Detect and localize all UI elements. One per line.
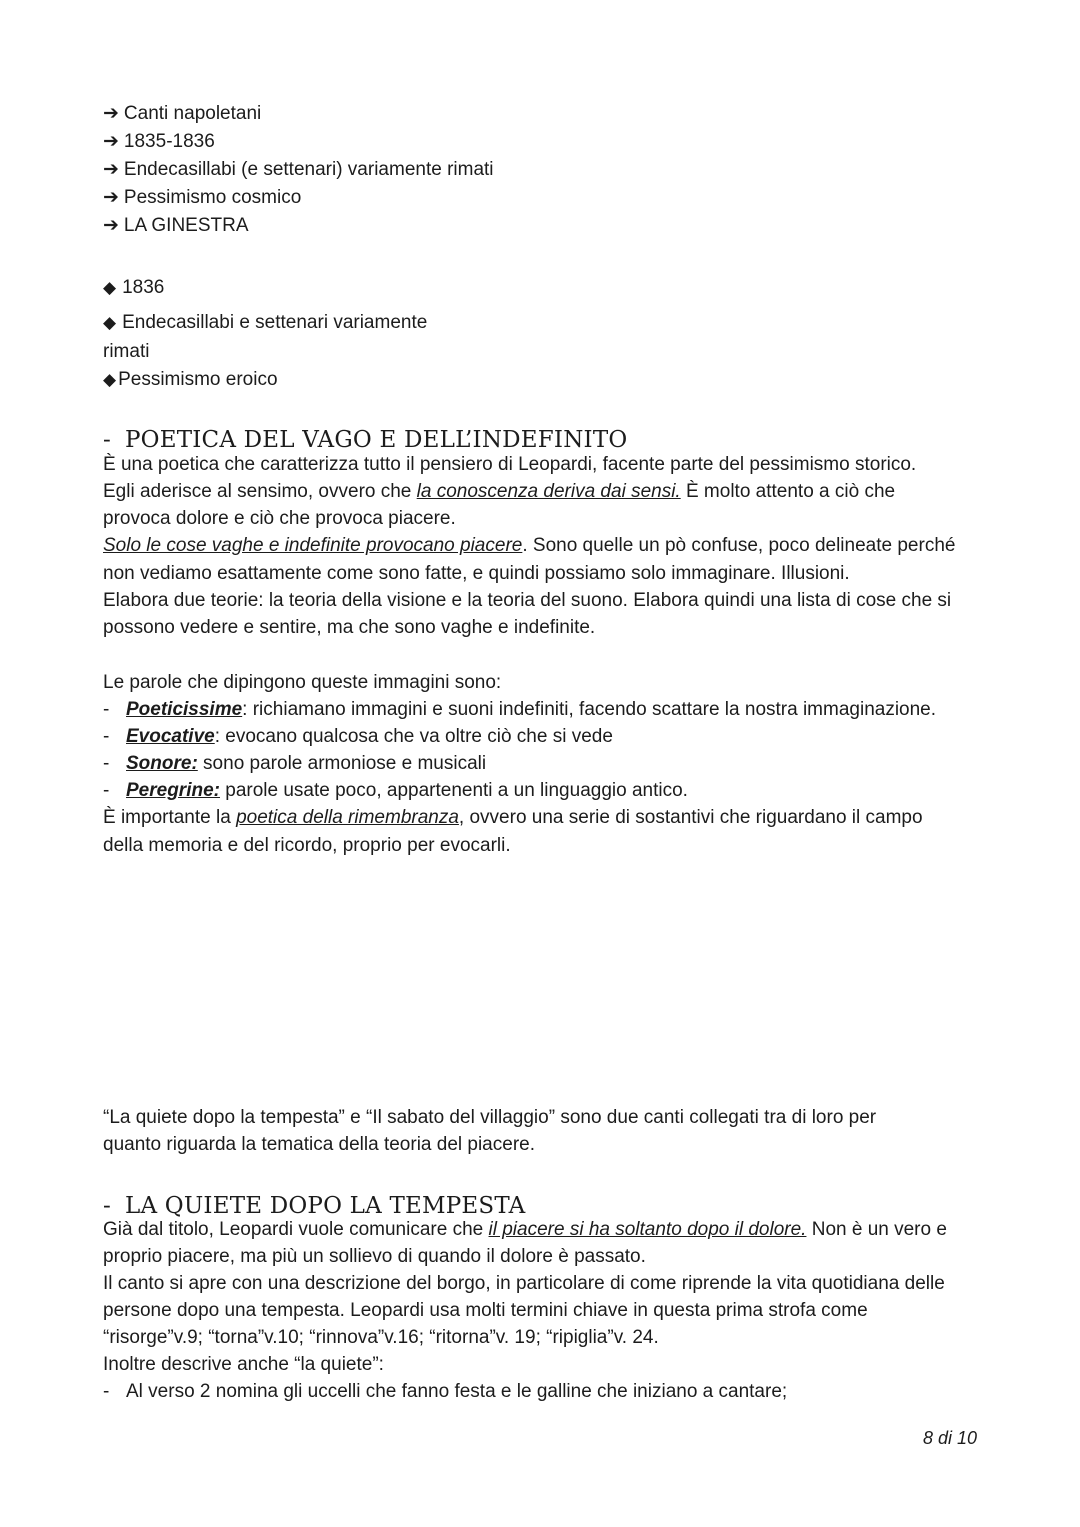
- paragraph-line: Inoltre descrive anche “la quiete”:: [103, 1354, 384, 1375]
- summary-item: ➔ Endecasillabi (e settenari) variamente rimati: [103, 159, 494, 180]
- summary-item: ➔ LA GINESTRA: [103, 215, 249, 236]
- paragraph-line: Già dal titolo, Leopardi vuole comunicare che il piacere si ha soltanto dopo il dolore. Non è un vero e: [103, 1219, 947, 1240]
- summary-item: ➔ 1835-1836: [103, 131, 215, 152]
- paragraph-line: proprio piacere, ma più un sollievo di quando il dolore è passato.: [103, 1246, 646, 1267]
- ginestra-item: ◆ Endecasillabi e settenari variamente: [103, 312, 428, 333]
- diamond-bullet-icon: ◆: [103, 370, 117, 389]
- list-item: - Sonore: sono parole armoniose e musicali: [103, 753, 487, 774]
- arrow-right-icon: ➔: [103, 131, 119, 152]
- arrow-right-icon: ➔: [103, 159, 119, 180]
- paragraph-line: persone dopo una tempesta. Leopardi usa molti termini chiave in questa prima strofa come: [103, 1300, 868, 1321]
- paragraph-line: È importante la poetica della rimembranza, ovvero una serie di sostantivi che riguardano il campo: [103, 807, 923, 828]
- paragraph-line: Elabora due teorie: la teoria della visione e la teoria del suono. Elabora quindi una lista di cose che si: [103, 590, 952, 611]
- ginestra-item: ◆ 1836: [103, 277, 165, 298]
- arrow-right-icon: ➔: [103, 103, 119, 124]
- diamond-bullet-icon: ◆: [103, 278, 117, 297]
- summary-item: ➔ Canti napoletani: [103, 103, 262, 124]
- page-number: 8 di 10: [922, 1428, 977, 1448]
- paragraph-line: provoca dolore e ciò che provoca piacere.: [103, 508, 456, 529]
- paragraph-line: Solo le cose vaghe e indefinite provocano piacere. Sono quelle un pò confuse, poco delineate perché: [103, 535, 956, 556]
- ginestra-item: ◆ Pessimismo eroico: [103, 369, 278, 390]
- paragraph-line: Egli aderisce al sensimo, ovvero che la conoscenza deriva dai sensi. È molto attento a ciò che: [103, 481, 896, 502]
- list-item: - Al verso 2 nomina gli uccelli che fanno festa e le galline che iniziano a cantare;: [103, 1381, 788, 1402]
- diamond-bullet-icon: ◆: [103, 313, 117, 332]
- paragraph-line: “risorge”v.9; “torna”v.10; “rinnova”v.16; “ritorna”v. 19; “ripiglia”v. 24.: [103, 1327, 659, 1348]
- paragraph-line: quanto riguarda la tematica della teoria del piacere.: [103, 1134, 535, 1155]
- section-heading: - LA QUIETE DOPO LA TEMPESTA: [103, 1193, 526, 1219]
- arrow-right-icon: ➔: [103, 215, 119, 236]
- arrow-right-icon: ➔: [103, 187, 119, 208]
- summary-item: ➔ Pessimismo cosmico: [103, 187, 302, 208]
- paragraph-line: della memoria e del ricordo, proprio per evocarli.: [103, 835, 511, 856]
- paragraph-line: possono vedere e sentire, ma che sono vaghe e indefinite.: [103, 617, 596, 638]
- ginestra-item-continuation: rimati: [103, 341, 150, 362]
- paragraph-line: “La quiete dopo la tempesta” e “Il sabato del villaggio” sono due canti collegati tra di loro per: [103, 1107, 877, 1128]
- list-item: - Evocative: evocano qualcosa che va oltre ciò che si vede: [103, 726, 613, 747]
- paragraph-line: Le parole che dipingono queste immagini sono:: [103, 672, 502, 693]
- paragraph-line: È una poetica che caratterizza tutto il pensiero di Leopardi, facente parte del pessimismo storico.: [103, 454, 917, 475]
- list-item: - Poeticissime: richiamano immagini e suoni indefiniti, facendo scattare la nostra immaginazione.: [103, 699, 937, 720]
- paragraph-line: non vediamo esattamente come sono fatte, e quindi possiamo solo immaginare. Illusioni.: [103, 563, 850, 584]
- paragraph-line: Il canto si apre con una descrizione del borgo, in particolare di come riprende la vita quotidiana delle: [103, 1273, 945, 1294]
- list-item: - Peregrine: parole usate poco, appartenenti a un linguaggio antico.: [103, 780, 688, 801]
- section-heading: - POETICA DEL VAGO E DELL’INDEFINITO: [103, 427, 628, 453]
